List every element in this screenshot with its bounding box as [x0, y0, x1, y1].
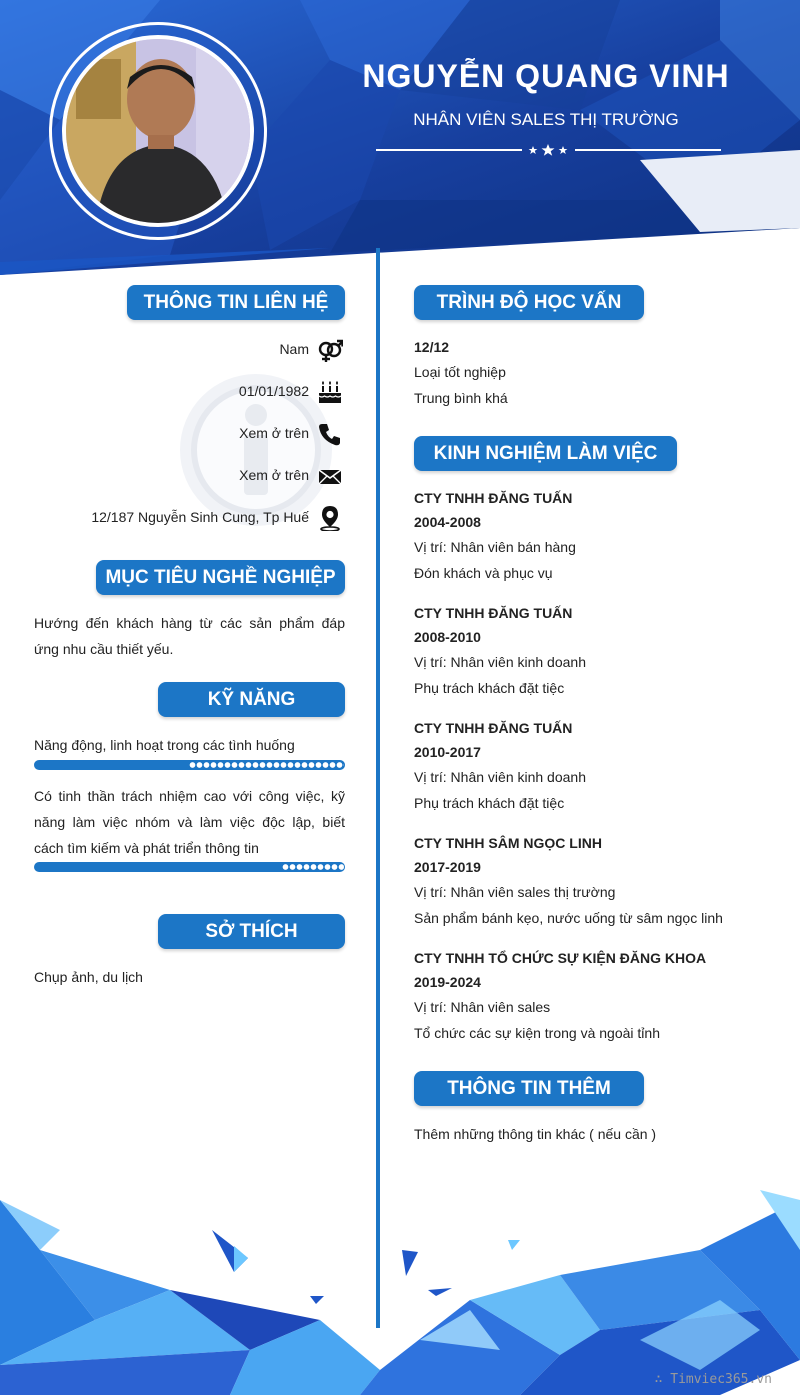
hobbies-text: Chụp ảnh, du lịch	[34, 969, 143, 985]
contact-gender-label: Nam	[279, 341, 309, 357]
experience-position: Vị trí: Nhân viên kinh doanh	[414, 654, 586, 670]
experience-description: Phụ trách khách đặt tiệc	[414, 795, 565, 811]
education-grade: 12/12	[414, 339, 450, 355]
experience-description: Đón khách và phục vụ	[414, 565, 553, 581]
experience-position: Vị trí: Nhân viên sales	[414, 999, 551, 1015]
experience-period: 2019-2024	[414, 974, 481, 990]
experience-description: Tổ chức các sự kiện trong và ngoài tỉnh	[414, 1025, 660, 1041]
experience-description: Sản phẩm bánh kẹo, nước uống từ sâm ngọc linh	[414, 910, 723, 926]
contact-phone	[40, 421, 345, 451]
skill-2-rest	[282, 863, 344, 871]
contact-birthday-label: 01/01/1982	[238, 383, 309, 399]
experience-position: Vị trí: Nhân viên sales thị trường	[414, 884, 616, 900]
contact-heading: THÔNG TIN LIÊN HỆ	[127, 285, 345, 320]
experience-position: Vị trí: Nhân viên kinh doanh	[414, 769, 586, 785]
skill-1-text: Năng động, linh hoạt trong các tình huống	[34, 737, 295, 753]
envelope-icon	[317, 463, 343, 489]
experience-company: CTY TNHH ĐĂNG TUẤN	[414, 605, 573, 621]
education-rank: Trung bình khá	[414, 390, 508, 406]
experience-company: CTY TNHH ĐĂNG TUẤN	[414, 490, 573, 506]
location-pin-icon	[317, 505, 343, 531]
contact-address-label: 12/187 Nguyễn Sinh Cung, Tp Huế	[91, 509, 309, 525]
contact-birthday	[40, 379, 345, 409]
phone-icon	[317, 421, 343, 447]
hobbies-heading: SỞ THÍCH	[158, 914, 345, 949]
skill-2-bar	[34, 862, 345, 872]
contact-email-label: Xem ở trên	[239, 467, 309, 483]
education-heading: TRÌNH ĐỘ HỌC VẤN	[414, 285, 644, 320]
contact-address	[40, 505, 345, 535]
experience-period: 2017-2019	[414, 859, 481, 875]
avatar	[62, 35, 254, 227]
contact-gender	[40, 337, 345, 367]
contact-email	[40, 463, 345, 493]
skill-1-rest	[189, 761, 344, 769]
experience-position: Vị trí: Nhân viên bán hàng	[414, 539, 576, 555]
contact-phone-label: Xem ở trên	[239, 425, 309, 441]
experience-company: CTY TNHH TỔ CHỨC SỰ KIỆN ĐĂNG KHOA	[414, 950, 707, 966]
title-divider-stars-icon	[376, 140, 721, 160]
skill-1-bar	[34, 760, 345, 770]
skill-2-text: Có tinh thần trách nhiệm cao với công việc, kỹ năng làm việc nhóm và làm việc độc lập, biết cách tìm kiếm và phát triển thông tin	[34, 788, 345, 856]
center-divider-line	[376, 248, 380, 1328]
experience-period: 2010-2017	[414, 744, 481, 760]
footer-decoration	[0, 1190, 800, 1395]
experience-company: CTY TNHH SÂM NGỌC LINH	[414, 835, 602, 851]
site-watermark: ∴ Timviec365.vn	[654, 1372, 772, 1387]
birthday-cake-icon	[317, 379, 343, 405]
experience-description: Phụ trách khách đặt tiệc	[414, 680, 565, 696]
additional-heading: THÔNG TIN THÊM	[414, 1071, 644, 1106]
job-title: NHÂN VIÊN SALES THỊ TRƯỜNG	[413, 110, 679, 129]
gender-icon	[317, 337, 343, 363]
education-graduation-type: Loại tốt nghiệp	[414, 364, 506, 380]
experience-period: 2004-2008	[414, 514, 481, 530]
experience-company: CTY TNHH ĐĂNG TUẤN	[414, 720, 573, 736]
experience-heading: KINH NGHIỆM LÀM VIỆC	[414, 436, 677, 471]
objective-heading: MỤC TIÊU NGHỀ NGHIỆP	[96, 560, 345, 595]
objective-text: Hướng đến khách hàng từ các sản phẩm đáp ứng nhu cầu thiết yếu.	[34, 615, 345, 657]
skills-heading: KỸ NĂNG	[158, 682, 345, 717]
experience-period: 2008-2010	[414, 629, 481, 645]
additional-text: Thêm những thông tin khác ( nếu cần )	[414, 1126, 657, 1142]
candidate-name: NGUYỄN QUANG VINH	[362, 58, 730, 94]
